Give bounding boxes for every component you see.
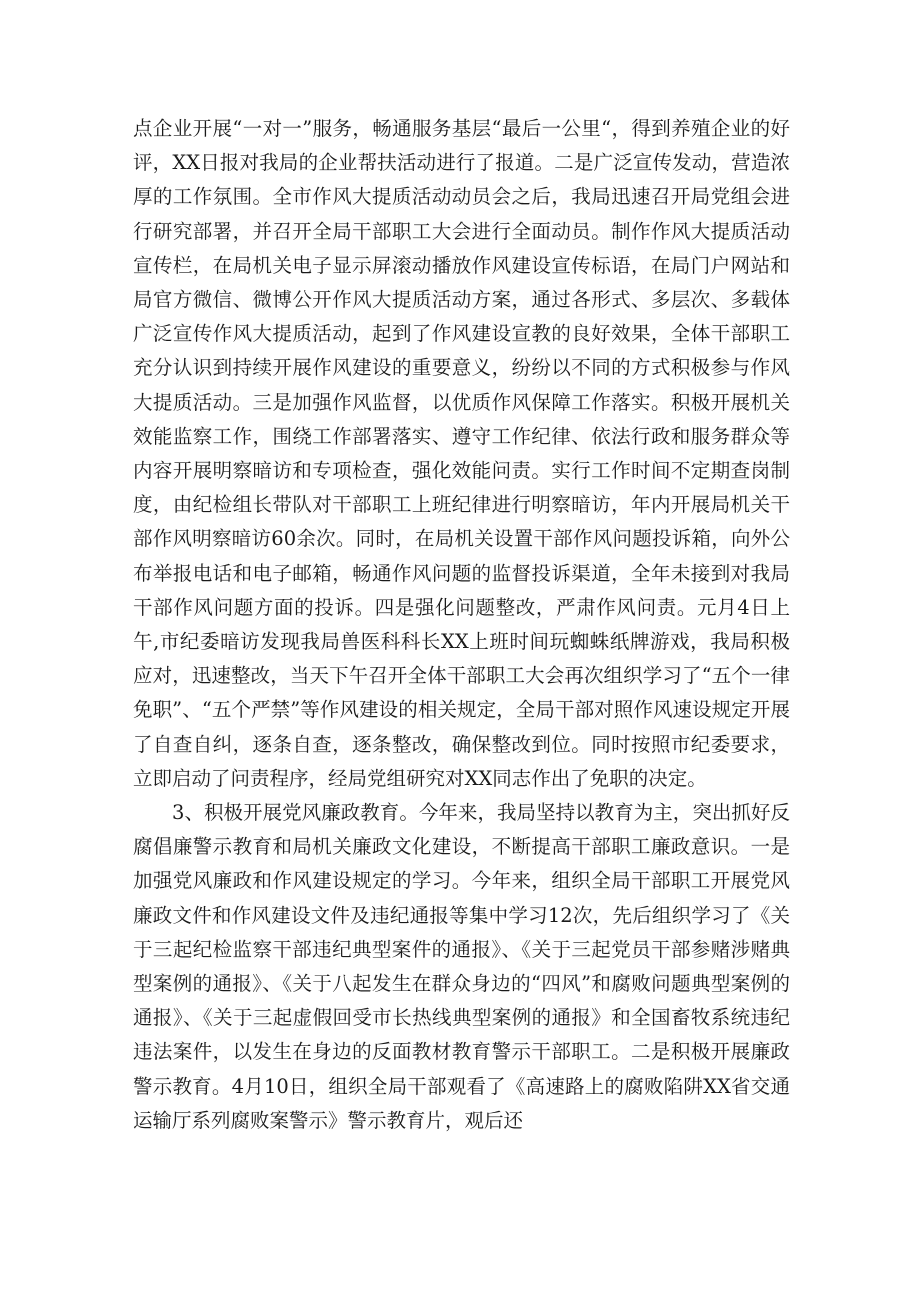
- paragraph-party-integrity-education: 3、积极开展党风廉政教育。今年来，我局坚持以教育为主，突出抓好反腐倡廉警示教育和局机关廉政文化建设，不断提高干部职工廉政意识。一是加强党风廉政和作风建设规定的学习。今年来，组织全局干部职工开展党风廉政文件和作风建设文件及违纪通报等集中学习12次，先后组织学习了《关于三起纪检监察干部违纪典型案件的通报》、《关于三起党员干部参赌涉赌典型案例的通报》、《关于八起发生在群众身边的“四风”和腐败问题典型案例的通报》、《关于三起虚假回受市长热线典型案例的通报》和全国畜牧系统违纪违法案件，以发生在身边的反面教材教育警示干部职工。二是积极开展廉政警示教育。4月10日，组织全局干部观看了《高速路上的腐败陷阱XX省交通运输厅系列腐败案警示》警示教育片，观后还: [133, 801, 790, 1132]
- document-body: [133, 112, 790, 1138]
- paragraph-continuation: 点企业开展“一对一”服务，畅通服务基层“最后一公里“，得到养殖企业的好评，XX日报对我局的企业帮扶活动进行了报道。二是广泛宣传发动，营造浓厚的工作氛围。全市作风大提质活动动员会之后，我局迅速召开局党组会进行研究部署，并召开全局干部职工大会进行全面动员。制作作风大提质活动宣传栏，在局机关电子显示屏滚动播放作风建设宣传标语，在局门户网站和局官方微信、微博公开作风大提质活动方案，通过各形式、多层次、多载体广泛宣传作风大提质活动，起到了作风建设宣教的良好效果，全体干部职工充分认识到持续开展作风建设的重要意义，纷纷以不同的方式积极参与作风大提质活动。三是加强作风监督，以优质作风保障工作落实。积极开展机关效能监察工作，围绕工作部署落实、遵守工作纪律、依法行政和服务群众等内容开展明察暗访和专项检查，强化效能问责。实行工作时间不定期查岗制度，由纪检组长带队对干部职工上班纪律进行明察暗访，年内开展局机关干部作风明察暗访60余次。同时，在局机关设置干部作风问题投诉箱，向外公布举报电话和电子邮箱，畅通作风问题的监督投诉渠道，全年未接到对我局干部作风问题方面的投诉。四是强化问题整改，严肃作风问责。元月4日上午,市纪委暗访发现我局兽医科科长XX上班时间玩蜘蛛纸牌游戏，我局积极应对，迅速整改，当天下午召开全体干部职工大会再次组织学习了“五个一律免职”、“五个严禁”等作风建设的相关规定，全局干部对照作风速设规定开展了自查自纠，逐条自查，逐条整改，确保整改到位。同时按照市纪委要求，立即启动了问责程序，经局党组研究对XX同志作出了免职的决定。: [133, 117, 790, 790]
